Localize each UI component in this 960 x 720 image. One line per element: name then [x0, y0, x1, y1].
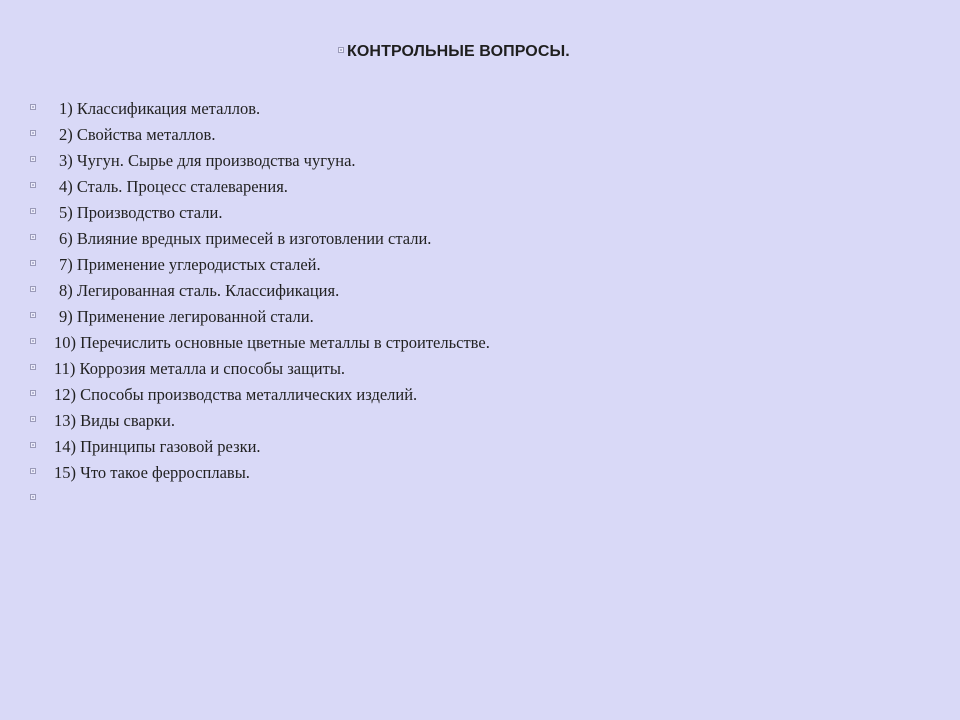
square-bullet-icon [30, 286, 36, 292]
question-text: 10) Перечислить основные цветные металлы в строительстве. [54, 333, 490, 352]
list-item [30, 200, 490, 226]
question-text: 15) Что такое ферросплавы. [54, 463, 250, 482]
list-item [30, 122, 490, 148]
list-item [30, 174, 490, 200]
square-bullet-icon [30, 156, 36, 162]
question-text: 9) Применение легированной стали. [59, 307, 314, 326]
list-item [30, 382, 490, 408]
list-item [30, 486, 490, 512]
list-item [30, 460, 490, 486]
list-item [30, 252, 490, 278]
question-text: 7) Применение углеродистых сталей. [59, 255, 321, 274]
square-bullet-icon [30, 104, 36, 110]
square-bullet-icon [30, 234, 36, 240]
list-item [30, 96, 490, 122]
questions-list [30, 96, 490, 512]
question-text: 5) Производство стали. [59, 203, 223, 222]
question-text: 3) Чугун. Сырье для производства чугуна. [59, 151, 356, 170]
square-bullet-icon [30, 468, 36, 474]
question-text: 12) Способы производства металлических изделий. [54, 385, 418, 404]
square-bullet-icon [30, 390, 36, 396]
list-item [30, 408, 490, 434]
square-bullet-icon [30, 364, 36, 370]
square-bullet-icon [30, 130, 36, 136]
list-item [30, 304, 490, 330]
list-item [30, 226, 490, 252]
list-item [30, 148, 490, 174]
list-item [30, 278, 490, 304]
question-text: 2) Свойства металлов. [59, 125, 216, 144]
list-item [30, 434, 490, 460]
question-text: 14) Принципы газовой резки. [54, 437, 261, 456]
square-bullet-icon [338, 47, 344, 53]
list-item [30, 356, 490, 382]
question-text: 11) Коррозия металла и способы защиты. [54, 359, 346, 378]
square-bullet-icon [30, 338, 36, 344]
list-item [30, 330, 490, 356]
question-text: 8) Легированная сталь. Классификация. [59, 281, 340, 300]
square-bullet-icon [30, 312, 36, 318]
slide-title: КОНТРОЛЬНЫЕ ВОПРОСЫ. [347, 43, 570, 60]
question-text: 6) Влияние вредных примесей в изготовлении стали. [59, 229, 432, 248]
square-bullet-icon [30, 208, 36, 214]
title-row [338, 43, 570, 61]
square-bullet-icon [30, 494, 36, 500]
question-text: 4) Сталь. Процесс сталеварения. [59, 177, 288, 196]
square-bullet-icon [30, 442, 36, 448]
square-bullet-icon [30, 260, 36, 266]
question-text: 13) Виды сварки. [54, 411, 176, 430]
square-bullet-icon [30, 182, 36, 188]
square-bullet-icon [30, 416, 36, 422]
question-text: 1) Классификация металлов. [59, 99, 261, 118]
